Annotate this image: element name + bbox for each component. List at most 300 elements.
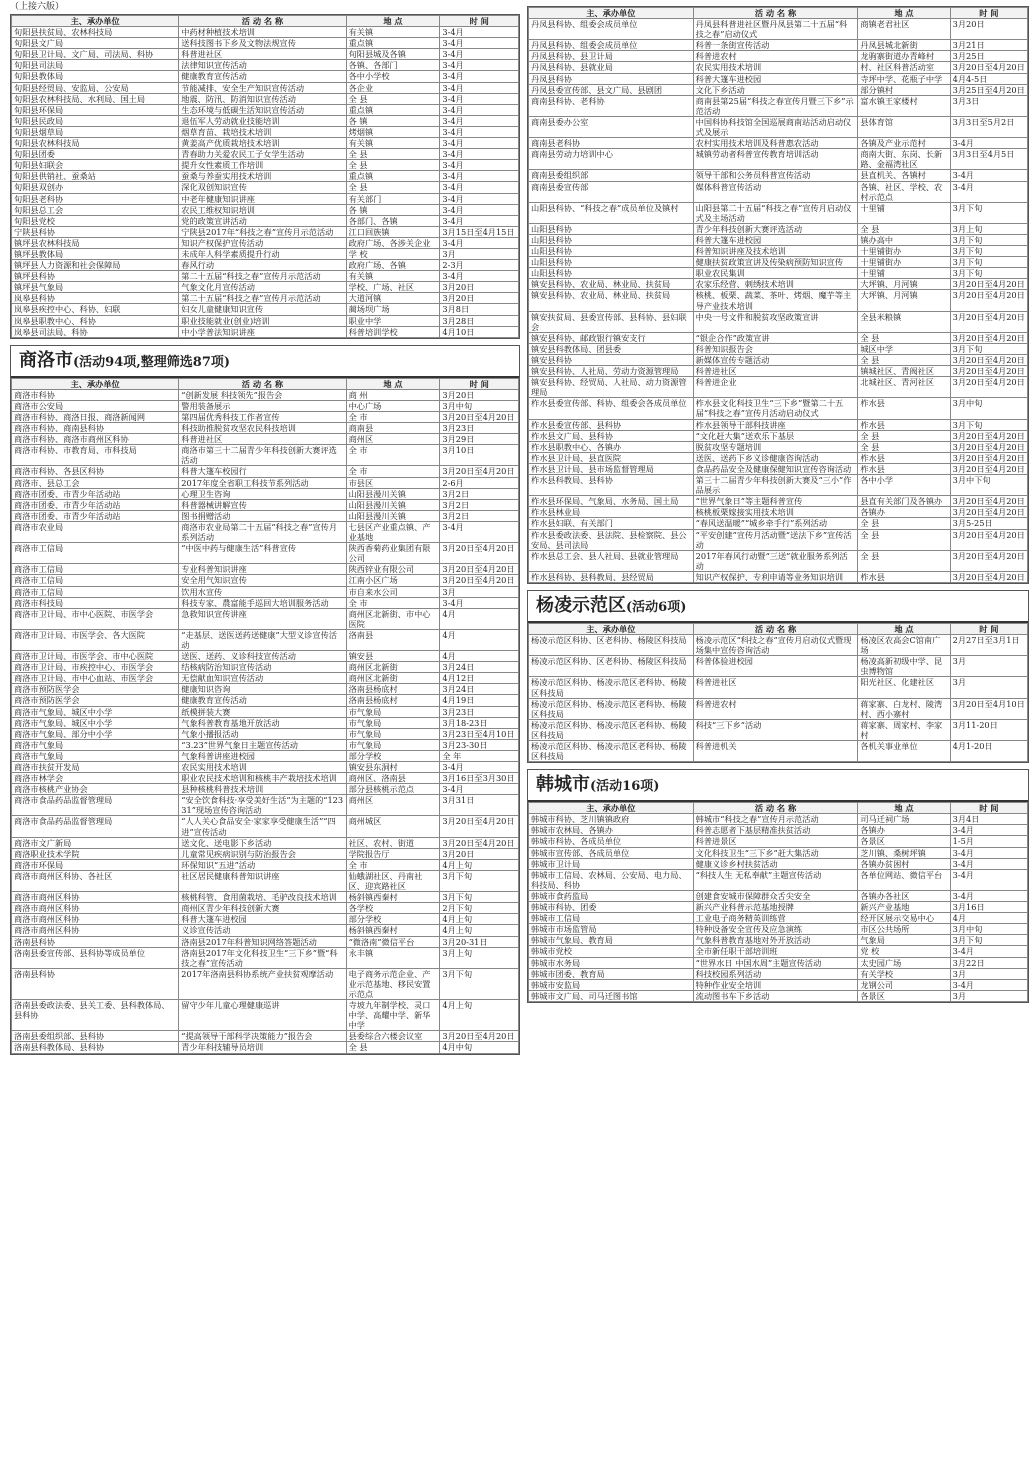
activity-cell: 农民实用技术培训: [179, 762, 346, 773]
host-cell: 岚皋县职教中心、科协: [12, 315, 179, 326]
host-cell: 商洛市农业局: [12, 521, 179, 542]
host-cell: 旬阳县卫计局、文广局、司法局、科协: [12, 49, 179, 60]
time-cell: 3-4月: [440, 115, 519, 126]
continuation-note: （上接六版）: [10, 2, 65, 12]
table-row: [529, 571, 1028, 582]
table-row: [529, 496, 1028, 507]
location-cell: 洛南县杨底村: [346, 684, 440, 695]
col-header-location: 地 点: [858, 803, 950, 814]
activity-cell: 气象小播报活动: [179, 728, 346, 739]
activity-cell: 送文化、送电影下乡活动: [179, 837, 346, 848]
activity-cell: 科普器械讲解宣传: [179, 499, 346, 510]
activity-cell: 核桃板栗嫁接实用技术培训: [693, 507, 858, 518]
location-cell: 陕西锌业有限公司: [346, 564, 440, 575]
continued-header-row: [12, 16, 519, 27]
table-row: [12, 892, 519, 903]
location-cell: 重点镇: [346, 104, 440, 115]
location-cell: 商南大街、东岗、长新路、金福湾社区: [858, 149, 950, 170]
time-cell: 3-4月: [440, 521, 519, 542]
host-cell: 商洛市卫计局、市中心血站、市医学会: [12, 673, 179, 684]
time-cell: 3-4月: [440, 27, 519, 38]
table-row: [12, 477, 519, 488]
host-cell: 柞水县科协、县科教局、县经贸局: [529, 571, 694, 582]
table-row: [12, 434, 519, 445]
host-cell: 旬阳县扶贫局、农林科技局: [12, 27, 179, 38]
table-row: [12, 326, 519, 337]
time-cell: 3月20日至4月20日: [950, 452, 1027, 463]
time-cell: 3月20日至4月20日: [950, 507, 1027, 518]
host-cell: 柞水县环保局、气象局、水务局、国土局: [529, 496, 694, 507]
host-cell: 韩城市宣传部、各成员单位: [529, 847, 694, 858]
activity-cell: 科普进社区: [179, 49, 346, 60]
host-cell: 柞水县职教中心、各镇办: [529, 441, 694, 452]
location-cell: 镇安县东洞村: [346, 762, 440, 773]
activity-cell: 创建食安城市保障群众舌尖安全: [693, 890, 858, 901]
table-row: [529, 990, 1028, 1001]
activity-cell: 食品药品安全及健康保健知识宣传咨询活动: [693, 463, 858, 474]
activity-cell: 青春助力关爱农民工子女学生活动: [179, 149, 346, 160]
location-cell: 各镇办各社区: [858, 890, 950, 901]
time-cell: 3-4月: [950, 858, 1027, 869]
activity-cell: 宁陕县2017年“科技之春”宣传月示范活动: [179, 226, 346, 237]
activity-cell: 中国科协科技馆全国巡展商南站活动启动仪式及展示: [693, 116, 858, 137]
hancheng-header-row: [529, 803, 1028, 814]
table-row: [12, 104, 519, 115]
table-row: [529, 858, 1028, 869]
activity-cell: 2017年度全省职工科技节系列活动: [179, 477, 346, 488]
host-cell: 商洛市气象局、城区中小学: [12, 717, 179, 728]
host-cell: 柞水县卫计局、县直医院: [529, 452, 694, 463]
time-cell: 3月中旬: [950, 398, 1027, 419]
activity-cell: 职业农民技术培训和核桃丰产栽培技术培训: [179, 773, 346, 784]
location-cell: 仙蛾湖社区、丹南社区、迎宾路社区: [346, 870, 440, 891]
time-cell: 3月20日至4月20日: [950, 311, 1027, 332]
location-cell: 商州区、洛南县: [346, 773, 440, 784]
time-cell: 3月下旬: [950, 202, 1027, 223]
location-cell: 柞水县: [858, 398, 950, 419]
location-cell: 政府广场、各镇: [346, 260, 440, 271]
activity-cell: 科普进社区: [179, 434, 346, 445]
time-cell: 3月下旬: [440, 968, 519, 999]
col-header-time: 时 间: [440, 378, 519, 389]
activity-cell: 饮用水宣传: [179, 586, 346, 597]
location-cell: 山阳县漫川关镇: [346, 499, 440, 510]
activity-cell: 农民实用技术培训: [693, 62, 858, 73]
activity-cell: 中央一号文件和脱贫攻坚政策宣讲: [693, 311, 858, 332]
time-cell: 4月上旬: [440, 859, 519, 870]
location-cell: 洛南县: [346, 629, 440, 650]
location-cell: 大坪镇、月河镇: [858, 290, 950, 311]
col-header-location: 地 点: [858, 623, 950, 634]
time-cell: 3-4月: [440, 49, 519, 60]
location-cell: 各企业: [346, 82, 440, 93]
table-row: [12, 673, 519, 684]
location-cell: 寺坡九年制学校、灵口中学、高耀中学、新华中学: [346, 1000, 440, 1031]
host-cell: 商洛市气象局: [12, 750, 179, 761]
activity-cell: 第二十五届“科技之春”宣传月示范活动: [179, 271, 346, 282]
time-cell: 3月: [950, 656, 1027, 677]
table-row: [12, 182, 519, 193]
host-cell: 杨凌示范区科协、区老科协、杨陵区科技局: [529, 656, 694, 677]
table-row: [529, 529, 1028, 550]
host-cell: 商洛市林学会: [12, 773, 179, 784]
activity-cell: “人人关心食品安全·家家享受健康生活”“四进”宣传活动: [179, 816, 346, 837]
table-row: [529, 836, 1028, 847]
activity-cell: 杨凌示范区“科技之春”宣传月启动仪式暨现场集中宣传咨询活动: [693, 635, 858, 656]
table-row: [529, 902, 1028, 913]
location-cell: 商州区北新街: [346, 662, 440, 673]
location-cell: 龙驹寨街道办青峰村: [858, 51, 950, 62]
location-cell: 商州城区: [346, 816, 440, 837]
location-cell: 各镇及产业示范村: [858, 138, 950, 149]
location-cell: 各部门、各镇: [346, 215, 440, 226]
activity-cell: “科技人生 无私奉献”主题宣传活动: [693, 869, 858, 890]
table-row: [12, 543, 519, 564]
section-title-shangluo: 商洛市(活动94项,整理筛选87项): [11, 346, 519, 378]
table-row: [529, 847, 1028, 858]
time-cell: 3月: [440, 248, 519, 259]
time-cell: 3月: [950, 968, 1027, 979]
activity-cell: 核桃科管、食用菌栽培、毛驴改良技术培训: [179, 892, 346, 903]
location-cell: 各景区: [858, 990, 950, 1001]
location-cell: 全 市: [346, 412, 440, 423]
activity-cell: 科技“三下乡”活动: [693, 719, 858, 740]
activity-cell: 科普知识报告会: [693, 343, 858, 354]
location-cell: 山阳县漫川关镇: [346, 488, 440, 499]
time-cell: 3月中旬: [440, 400, 519, 411]
location-cell: 镇城社区、青阀社区: [858, 366, 950, 377]
table-row: [12, 27, 519, 38]
time-cell: 3月上旬: [950, 223, 1027, 234]
time-cell: 3月25日至4月20日: [950, 84, 1027, 95]
time-cell: 4月上旬: [440, 914, 519, 925]
location-cell: 经开区展示交易中心: [858, 913, 950, 924]
table-row: [529, 246, 1028, 257]
location-cell: 部分学校: [346, 914, 440, 925]
time-cell: 3月24日: [440, 662, 519, 673]
activity-cell: 工业电子商务精英训练营: [693, 913, 858, 924]
activity-cell: 儿童常见疾病识别与防治报告会: [179, 848, 346, 859]
table-row: [12, 695, 519, 706]
host-cell: 商洛市商州区科协: [12, 903, 179, 914]
host-cell: 韩城市科协、芝川镇镇政府: [529, 814, 694, 825]
activity-cell: 党的政策宣讲活动: [179, 215, 346, 226]
host-cell: 韩城市工信局: [529, 913, 694, 924]
location-cell: 十里铺: [858, 202, 950, 223]
location-cell: 商州区: [346, 795, 440, 816]
table-row: [12, 706, 519, 717]
time-cell: 3月中旬: [950, 924, 1027, 935]
table-row: [529, 116, 1028, 137]
activity-cell: 第二十五届“科技之春”宣传月示范活动: [179, 293, 346, 304]
section-box-danfeng: [527, 6, 1029, 584]
location-cell: 全 县: [858, 518, 950, 529]
time-cell: 3-4月: [440, 60, 519, 71]
activity-cell: 韩城市“科技之春”宣传月示范活动: [693, 814, 858, 825]
time-cell: 3月20日至4月20日: [950, 355, 1027, 366]
host-cell: 柞水县委政法委、县法院、县检察院、县公安局、县司法局: [529, 529, 694, 550]
col-header-location: 地 点: [346, 378, 440, 389]
activity-cell: 2017年洛南县科协系统产业扶贫观摩活动: [179, 968, 346, 999]
table-row: [12, 115, 519, 126]
location-cell: 各中小学: [858, 475, 950, 496]
host-cell: 韩城市科协、团委: [529, 902, 694, 913]
activity-cell: 文化下乡活动: [693, 84, 858, 95]
time-cell: 3月22日: [950, 957, 1027, 968]
activity-cell: 生态环境与低碳生活知识宣传活动: [179, 104, 346, 115]
table-row: [529, 463, 1028, 474]
table-row: [12, 423, 519, 434]
activity-cell: 退伍军人劳动就业技能培训: [179, 115, 346, 126]
table-row: [529, 149, 1028, 170]
table-row: [529, 377, 1028, 398]
time-cell: 3月21日: [950, 40, 1027, 51]
host-cell: 旬阳县总工会: [12, 204, 179, 215]
table-row: [12, 304, 519, 315]
table-row: [12, 412, 519, 423]
col-header-activity: 活 动 名 称: [693, 8, 858, 19]
table-row: [12, 629, 519, 650]
table-row: [529, 946, 1028, 957]
activity-cell: 2017年春风行动暨“三送”就业服务系列活动: [693, 550, 858, 571]
location-cell: 洛南县杨底村: [346, 695, 440, 706]
col-header-activity: 活 动 名 称: [693, 623, 858, 634]
time-cell: 3月20日至4月20日: [440, 837, 519, 848]
host-cell: 商洛市团委、市青少年活动站: [12, 499, 179, 510]
host-cell: 商洛市环保局: [12, 859, 179, 870]
host-cell: 丹凤县科协、县卫计局: [529, 51, 694, 62]
host-cell: 商洛市工信局: [12, 586, 179, 597]
table-row: [12, 936, 519, 947]
location-cell: 江南小区广场: [346, 575, 440, 586]
time-cell: 4月: [440, 608, 519, 629]
activity-cell: 科普体验进校园: [693, 656, 858, 677]
activity-cell: 蚕桑与养蚕实用技术培训: [179, 171, 346, 182]
location-cell: 旬阳县城及各镇: [346, 49, 440, 60]
section-box-hancheng: [527, 769, 1029, 1003]
time-cell: 4月: [440, 629, 519, 650]
host-cell: 韩城市科协、各成员单位: [529, 836, 694, 847]
time-cell: 3月下旬: [950, 257, 1027, 268]
time-cell: 3月2日: [440, 499, 519, 510]
time-cell: 3-4月: [950, 170, 1027, 181]
table-row: [12, 1042, 519, 1053]
activity-cell: 法律知识宣传活动: [179, 60, 346, 71]
location-cell: 科普培训学校: [346, 326, 440, 337]
host-cell: 柞水县卫计局、县市场监督管理局: [529, 463, 694, 474]
location-cell: 商南县: [346, 423, 440, 434]
activity-cell: 专业科普知识讲座: [179, 564, 346, 575]
time-cell: 4月上旬: [440, 1000, 519, 1031]
activity-cell: 科普志愿者下基层精准扶贫活动: [693, 825, 858, 836]
host-cell: 商洛市科技局: [12, 597, 179, 608]
location-cell: 江口回族镇: [346, 226, 440, 237]
host-cell: 商洛市科协、商洛日报、商洛新闻网: [12, 412, 179, 423]
time-cell: 4月10日: [440, 326, 519, 337]
location-cell: 全 市: [346, 597, 440, 608]
activity-cell: “中医中药与健康生活”科普宣传: [179, 543, 346, 564]
host-cell: 商洛市商州区科协: [12, 892, 179, 903]
activity-cell: 安全用气知识宣传: [179, 575, 346, 586]
host-cell: 韩城市水务局: [529, 957, 694, 968]
location-cell: 政府广场、各涉关企业: [346, 237, 440, 248]
time-cell: 3月: [440, 586, 519, 597]
activity-cell: 新兴产业科普示范基地授牌: [693, 902, 858, 913]
location-cell: 蔺场坝广场: [346, 304, 440, 315]
activity-cell: 商洛市农业局第二十五届“科技之春”宣传月系列活动: [179, 521, 346, 542]
table-row: [529, 550, 1028, 571]
activity-cell: 洛南县2017年科普知识网络答题活动: [179, 936, 346, 947]
time-cell: 3月3日: [950, 95, 1027, 116]
host-cell: 韩城市食药监局: [529, 890, 694, 901]
time-cell: 3月20日至4月20日: [950, 377, 1027, 398]
host-cell: 旬阳县农林科技局: [12, 138, 179, 149]
location-cell: 中心广场: [346, 400, 440, 411]
table-row: [12, 947, 519, 968]
table-row: [12, 914, 519, 925]
table-row: [12, 138, 519, 149]
location-cell: 柞水县: [858, 571, 950, 582]
location-cell: 有关镇: [346, 271, 440, 282]
activity-cell: 心理卫生咨询: [179, 488, 346, 499]
activity-cell: 健康知识咨询: [179, 684, 346, 695]
time-cell: 3月20日至4月20日: [950, 441, 1027, 452]
host-cell: 柞水县总工会、县人社局、县就业管理局: [529, 550, 694, 571]
table-row: [12, 93, 519, 104]
host-cell: 商洛职业技术学院: [12, 848, 179, 859]
time-cell: 3月20日至4月20日: [440, 564, 519, 575]
host-cell: 韩城市安监局: [529, 979, 694, 990]
time-cell: 3月23日: [440, 423, 519, 434]
location-cell: 商 州: [346, 389, 440, 400]
time-cell: 3月23日至4月10日: [440, 728, 519, 739]
location-cell: 全 县: [858, 529, 950, 550]
time-cell: 3月29日: [440, 434, 519, 445]
table-row: [529, 890, 1028, 901]
location-cell: 全县米粮镇: [858, 311, 950, 332]
location-cell: 司马迁祠广场: [858, 814, 950, 825]
location-cell: 丹凤县城北新街: [858, 40, 950, 51]
time-cell: 3月10日: [440, 445, 519, 466]
activity-cell: 丹凤县科普进社区暨丹凤县第二十五届“科技之春”启动仪式: [693, 19, 858, 40]
host-cell: 商洛市卫计局、市疾控中心、市医学会: [12, 662, 179, 673]
host-cell: 柞水县文广局、县科协: [529, 430, 694, 441]
location-cell: 大道河镇: [346, 293, 440, 304]
table-danfeng: [528, 7, 1028, 583]
col-header-time: 时 间: [440, 16, 519, 27]
host-cell: 商洛市科协: [12, 389, 179, 400]
activity-cell: 特种设备安全宣传及应急演练: [693, 924, 858, 935]
time-cell: 3-4月: [950, 946, 1027, 957]
location-cell: 龙钢公司: [858, 979, 950, 990]
table-row: [12, 784, 519, 795]
host-cell: 商洛市工信局: [12, 575, 179, 586]
activity-cell: 商南县第25届“科技之春宣传月暨三下乡”示范活动: [693, 95, 858, 116]
activity-cell: 中小学普法知识讲座: [179, 326, 346, 337]
host-cell: 洛南县科教体局、县科协: [12, 1042, 179, 1053]
time-cell: 3月25日: [950, 51, 1027, 62]
activity-cell: 气象科普讲座进校园: [179, 750, 346, 761]
location-cell: 各镇办贫困村: [858, 858, 950, 869]
time-cell: 3月下旬: [950, 246, 1027, 257]
host-cell: 岚皋县科协: [12, 293, 179, 304]
table-row: [12, 795, 519, 816]
col-header-time: 时 间: [950, 623, 1027, 634]
location-cell: 社区、农村、街道: [346, 837, 440, 848]
location-cell: 各机关事业单位: [858, 741, 950, 762]
host-cell: 杨凌示范区科协、杨凌示范区老科协、杨陵区科技局: [529, 698, 694, 719]
time-cell: 3月20日: [440, 389, 519, 400]
table-row: [529, 656, 1028, 677]
location-cell: 市县区: [346, 477, 440, 488]
right-column: [527, 0, 1029, 1468]
activity-cell: 健康义诊乡村扶贫活动: [693, 858, 858, 869]
activity-cell: 科技专家、農富能手巡回大培训服务活动: [179, 597, 346, 608]
activity-cell: 科普进社区: [693, 366, 858, 377]
time-cell: 4月上旬: [440, 925, 519, 936]
time-cell: 3月23-30日: [440, 739, 519, 750]
host-cell: 杨凌示范区科协、杨凌示范区老科协、杨陵区科技局: [529, 719, 694, 740]
table-row: [12, 662, 519, 673]
table-row: [529, 398, 1028, 419]
activity-cell: 社区居民健康科普知识讲座: [179, 870, 346, 891]
table-row: [12, 762, 519, 773]
activity-cell: 科普大篷车进校园: [693, 73, 858, 84]
location-cell: 各单位网站、微信平台: [858, 869, 950, 890]
host-cell: 旬阳县农林科技局、水利局、国土局: [12, 93, 179, 104]
time-cell: 4月: [440, 651, 519, 662]
section-box-shangluo: [10, 345, 520, 1055]
left-column: [10, 0, 520, 1468]
time-cell: 3月20日: [440, 293, 519, 304]
location-cell: 各 镇: [346, 204, 440, 215]
time-cell: 3月: [950, 677, 1027, 698]
table-row: [12, 160, 519, 171]
time-cell: 3月15日至4月15日: [440, 226, 519, 237]
host-cell: 旬阳县妇联会: [12, 160, 179, 171]
table-row: [12, 204, 519, 215]
time-cell: 3-4月: [440, 193, 519, 204]
host-cell: 镇安县科协、人社局、劳动力资源管理局: [529, 366, 694, 377]
table-row: [529, 452, 1028, 463]
location-cell: 杨斜镇西秦村: [346, 925, 440, 936]
activity-cell: 农民工维权知识培训: [179, 204, 346, 215]
section-box-continued: [10, 14, 520, 339]
host-cell: 商南县委宣传部: [529, 181, 694, 202]
location-cell: 有关部门: [346, 193, 440, 204]
activity-cell: 新媒体宣传专题活动: [693, 355, 858, 366]
table-row: [12, 499, 519, 510]
activity-cell: 山阳县第二十五届“科技之春”宣传月启动仪式及主场活动: [693, 202, 858, 223]
table-row: [529, 62, 1028, 73]
location-cell: 杨凌高新初级中学、昆虫博物馆: [858, 656, 950, 677]
activity-cell: 送科技图书下乡及文物法规宣传: [179, 38, 346, 49]
time-cell: 3-4月: [440, 38, 519, 49]
activity-cell: 气象科普教育基地对外开放活动: [693, 935, 858, 946]
host-cell: 丹凤县科协、组委会成员单位: [529, 19, 694, 40]
time-cell: 3-4月: [440, 762, 519, 773]
time-cell: 3月20日至4月20日: [950, 279, 1027, 290]
table-row: [12, 49, 519, 60]
table-row: [12, 1031, 519, 1042]
table-row: [529, 279, 1028, 290]
table-row: [529, 441, 1028, 452]
activity-cell: “走基层、送医送药送健康”大型义诊宣传活动: [179, 629, 346, 650]
location-cell: 全 县: [346, 160, 440, 171]
location-cell: 县直机关、各镇村: [858, 170, 950, 181]
host-cell: 韩城市工信局、农林局、公安局、电力局、科技局、科协: [529, 869, 694, 890]
time-cell: 3-4月: [440, 160, 519, 171]
